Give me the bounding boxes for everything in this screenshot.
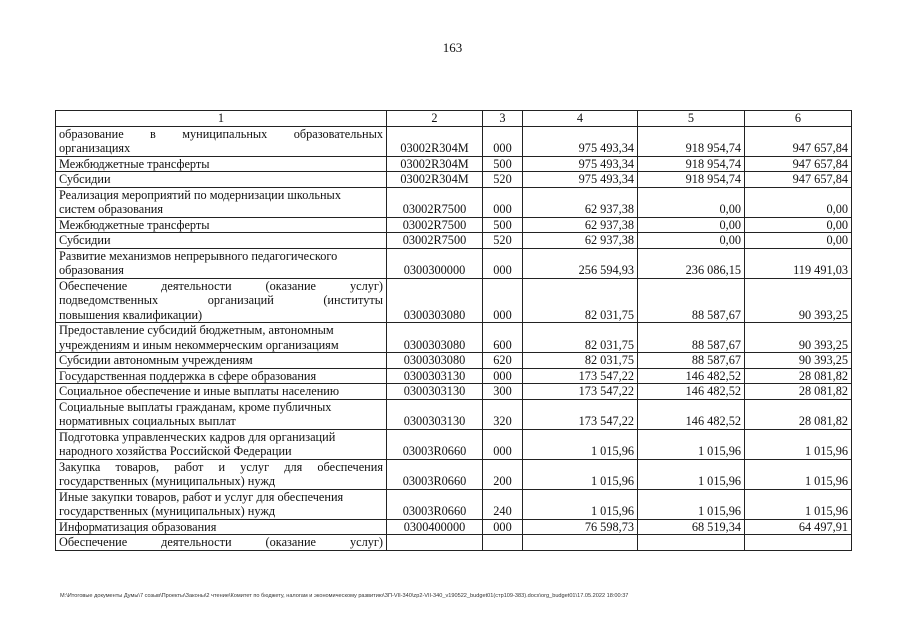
row-value-2023: 0,00 (638, 233, 745, 249)
row-value-2023: 146 482,52 (638, 368, 745, 384)
row-name-line: повышения квалификации) (59, 307, 203, 322)
row-value-2023: 1 015,96 (638, 489, 745, 519)
row-value-2022: 1 015,96 (523, 429, 638, 459)
row-name-line: учреждениям и иным некоммерческим организациям (59, 337, 339, 352)
row-name (56, 323, 387, 353)
row-expense-type: 520 (483, 172, 523, 188)
table-row (56, 429, 852, 459)
table-row (56, 368, 852, 384)
row-name-line: государственных (муниципальных) нужд (59, 504, 276, 518)
row-value-2023 (638, 535, 745, 551)
row-value-2022: 82 031,75 (523, 353, 638, 369)
row-expense-type: 620 (483, 353, 523, 369)
row-value-2022 (523, 535, 638, 551)
row-value-2022: 1 015,96 (523, 459, 638, 489)
row-value-2022: 76 598,73 (523, 519, 638, 535)
row-name (56, 429, 387, 459)
row-name-line: образования (59, 263, 124, 277)
row-name-line: систем образования (59, 202, 164, 216)
row-expense-type (483, 535, 523, 551)
table-row (56, 459, 852, 489)
table-row (56, 384, 852, 400)
row-name-line: Иные закупки товаров, работ и услуг для обеспечения (59, 489, 344, 504)
row-value-2024: 90 393,25 (745, 353, 852, 369)
column-header: 5 (638, 111, 745, 127)
row-expense-type: 000 (483, 368, 523, 384)
table-row (56, 489, 852, 519)
row-value-2023: 236 086,15 (638, 248, 745, 278)
row-value-2022: 82 031,75 (523, 323, 638, 353)
row-expense-type: 500 (483, 217, 523, 233)
row-code: 03002R304M (387, 172, 483, 188)
row-value-2023: 0,00 (638, 217, 745, 233)
row-expense-type: 240 (483, 489, 523, 519)
row-expense-type: 300 (483, 384, 523, 400)
row-name-line: Межбюджетные трансферты (59, 156, 210, 171)
row-code: 03002R304M (387, 126, 483, 156)
row-name (56, 187, 387, 217)
row-name-line: Информатизация образования (59, 519, 217, 534)
row-name-line: Межбюджетные трансферты (59, 217, 210, 232)
column-header: 3 (483, 111, 523, 127)
row-code: 0300303130 (387, 399, 483, 429)
table-row (56, 399, 852, 429)
row-value-2023: 918 954,74 (638, 156, 745, 172)
row-name-line: Развитие механизмов непрерывного педагогического (59, 248, 338, 263)
row-code (387, 535, 483, 551)
row-value-2024: 90 393,25 (745, 323, 852, 353)
row-name (56, 489, 387, 519)
row-code: 03003R0660 (387, 429, 483, 459)
row-value-2024: 947 657,84 (745, 172, 852, 188)
row-name-line: Социальное обеспечение и иные выплаты населению (59, 384, 340, 398)
row-value-2024: 0,00 (745, 233, 852, 249)
row-value-2023: 918 954,74 (638, 172, 745, 188)
row-value-2022: 256 594,93 (523, 248, 638, 278)
column-header: 2 (387, 111, 483, 127)
row-value-2022: 975 493,34 (523, 126, 638, 156)
row-name-line: Субсидии (59, 233, 111, 247)
row-value-2024: 0,00 (745, 217, 852, 233)
row-code: 0300303080 (387, 323, 483, 353)
row-value-2024: 0,00 (745, 187, 852, 217)
row-code: 03003R0660 (387, 459, 483, 489)
row-expense-type: 520 (483, 233, 523, 249)
table-row (56, 248, 852, 278)
row-code: 03002R7500 (387, 233, 483, 249)
row-value-2024: 90 393,25 (745, 278, 852, 323)
file-path-footer: M:\Итоговые документы Думы\7 созыв\Проекты\Законы\2 чтение\Комитет по бюджету, налогам и экономическому развитию\ЗП-VII-340\zp2-VII-340_v190522_budget01(стр109-383).docx\org_budget01\17.05.2022 18:00:37 (60, 593, 629, 599)
table-header-row (56, 111, 852, 127)
row-value-2024: 28 081,82 (745, 399, 852, 429)
row-value-2024: 28 081,82 (745, 384, 852, 400)
row-name (56, 248, 387, 278)
row-value-2023: 0,00 (638, 187, 745, 217)
row-name (56, 172, 387, 188)
page-number: 163 (442, 40, 463, 55)
row-expense-type: 000 (483, 187, 523, 217)
row-code: 0300303080 (387, 353, 483, 369)
row-expense-type: 600 (483, 323, 523, 353)
row-value-2024: 947 657,84 (745, 156, 852, 172)
table-row (56, 353, 852, 369)
table-row (56, 126, 852, 156)
row-value-2024: 1 015,96 (745, 489, 852, 519)
table-row (56, 156, 852, 172)
row-value-2022: 62 937,38 (523, 217, 638, 233)
row-value-2022: 975 493,34 (523, 156, 638, 172)
row-value-2023: 146 482,52 (638, 384, 745, 400)
row-value-2022: 62 937,38 (523, 233, 638, 249)
row-value-2022: 1 015,96 (523, 489, 638, 519)
row-value-2022: 975 493,34 (523, 172, 638, 188)
row-name (56, 217, 387, 233)
row-name (56, 368, 387, 384)
row-name (56, 459, 387, 489)
row-expense-type: 000 (483, 248, 523, 278)
row-name-line: Обеспечение деятельности (оказание услуг) (59, 278, 383, 293)
row-value-2024: 947 657,84 (745, 126, 852, 156)
row-name (56, 519, 387, 535)
row-name-line: народного хозяйства Российской Федерации (59, 444, 292, 458)
row-value-2022: 62 937,38 (523, 187, 638, 217)
row-value-2024 (745, 535, 852, 551)
row-value-2023: 146 482,52 (638, 399, 745, 429)
row-name (56, 384, 387, 400)
row-code: 03002R7500 (387, 217, 483, 233)
row-code: 0300303080 (387, 278, 483, 323)
row-name-line: Реализация мероприятий по модернизации школьных (59, 187, 341, 202)
row-code: 0300303130 (387, 384, 483, 400)
row-code: 03002R7500 (387, 187, 483, 217)
row-value-2023: 918 954,74 (638, 126, 745, 156)
row-name (56, 278, 387, 323)
row-expense-type: 320 (483, 399, 523, 429)
table-row (56, 172, 852, 188)
row-name-line: Государственная поддержка в сфере образования (59, 368, 317, 383)
row-expense-type: 200 (483, 459, 523, 489)
row-expense-type: 000 (483, 278, 523, 323)
row-code: 03002R304M (387, 156, 483, 172)
row-name-line: Субсидии (59, 172, 111, 186)
table-row (56, 519, 852, 535)
row-name (56, 156, 387, 172)
row-value-2023: 88 587,67 (638, 278, 745, 323)
row-code: 0300300000 (387, 248, 483, 278)
row-name-line: Обеспечение деятельности (оказание услуг) (59, 535, 383, 549)
row-expense-type: 500 (483, 156, 523, 172)
row-name-line: Закупка товаров, работ и услуг для обеспечения (59, 459, 383, 474)
row-value-2023: 68 519,34 (638, 519, 745, 535)
row-value-2024: 28 081,82 (745, 368, 852, 384)
row-value-2022: 173 547,22 (523, 368, 638, 384)
column-header: 6 (745, 111, 852, 127)
row-name (56, 126, 387, 156)
table-row (56, 233, 852, 249)
row-name (56, 233, 387, 249)
row-value-2023: 88 587,67 (638, 353, 745, 369)
row-expense-type: 000 (483, 429, 523, 459)
table-row (56, 187, 852, 217)
row-value-2022: 82 031,75 (523, 278, 638, 323)
row-code: 0300400000 (387, 519, 483, 535)
row-name-line: государственных (муниципальных) нужд (59, 474, 276, 488)
row-expense-type: 000 (483, 519, 523, 535)
row-value-2024: 119 491,03 (745, 248, 852, 278)
row-expense-type: 000 (483, 126, 523, 156)
column-header: 1 (56, 111, 387, 127)
row-name-line: Социальные выплаты гражданам, кроме публичных (59, 399, 332, 414)
row-name-line: подведомственных организаций (институты (59, 293, 383, 307)
row-name (56, 399, 387, 429)
row-name (56, 353, 387, 369)
table-row (56, 323, 852, 353)
row-value-2023: 1 015,96 (638, 429, 745, 459)
row-value-2024: 1 015,96 (745, 429, 852, 459)
row-code: 0300303130 (387, 368, 483, 384)
row-name-line: нормативных социальных выплат (59, 414, 236, 428)
row-name-line: образование в муниципальных образовательных (59, 126, 383, 141)
row-name-line: организациях (59, 141, 131, 155)
table-row (56, 217, 852, 233)
row-code: 03003R0660 (387, 489, 483, 519)
table-row (56, 535, 852, 551)
row-value-2022: 173 547,22 (523, 384, 638, 400)
row-value-2023: 1 015,96 (638, 459, 745, 489)
row-value-2024: 1 015,96 (745, 459, 852, 489)
row-value-2022: 173 547,22 (523, 399, 638, 429)
table-row (56, 278, 852, 323)
row-value-2023: 88 587,67 (638, 323, 745, 353)
row-name-line: Подготовка управленческих кадров для организаций (59, 429, 336, 444)
row-name-line: Предоставление субсидий бюджетным, автономным (59, 323, 334, 337)
row-value-2024: 64 497,91 (745, 519, 852, 535)
row-name (56, 535, 387, 551)
column-header: 4 (523, 111, 638, 127)
budget-table (55, 110, 852, 551)
row-name-line: Субсидии автономным учреждениям (59, 353, 253, 367)
